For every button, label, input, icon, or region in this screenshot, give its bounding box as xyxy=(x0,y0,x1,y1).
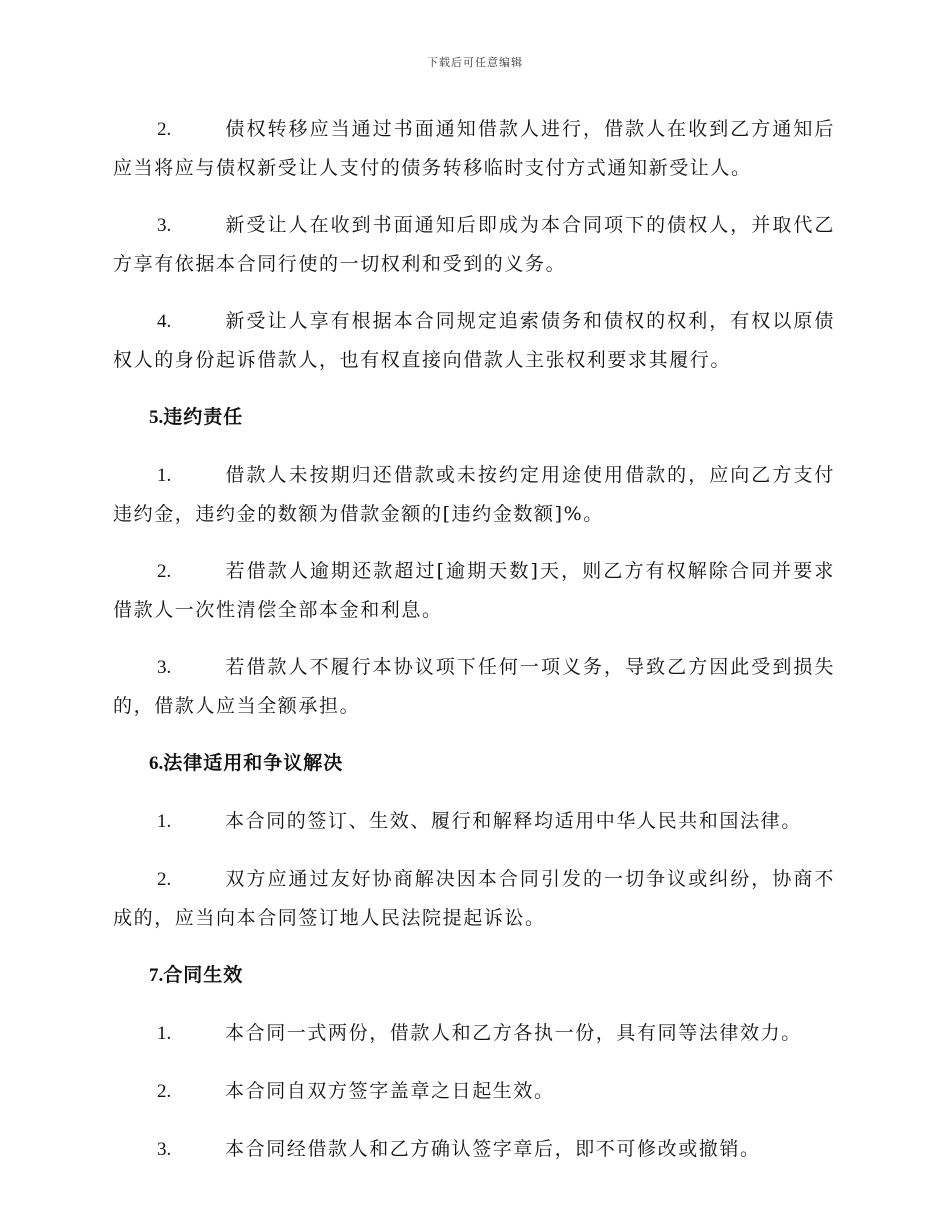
clause-1 xyxy=(113,802,835,841)
clause-2 xyxy=(113,860,835,937)
section-title: 法律适用和争议解决 xyxy=(163,752,344,774)
clause-text: 本合同一式两份，借款人和乙方各执一份，具有同等法律效力。 xyxy=(225,1022,802,1044)
clause-2 xyxy=(113,110,835,187)
clause-2 xyxy=(113,552,835,629)
section-title: 合同生效 xyxy=(163,964,244,986)
clause-4 xyxy=(113,302,835,379)
clause-number: 2. xyxy=(157,1081,172,1102)
document-body xyxy=(113,110,835,1188)
section-number: 7. xyxy=(149,965,164,986)
clause-text: 借款人未按期归还借款或未按约定用途使用借款的，应向乙方支付违约金，违约金的数额为借款金额的[违约金数额]%。 xyxy=(113,464,835,525)
clause-1 xyxy=(113,1014,835,1053)
clause-text: 双方应通过友好协商解决因本合同引发的一切争议或纠纷，协商不成的，应当向本合同签订地人民法院提起诉讼。 xyxy=(113,868,835,929)
clause-3 xyxy=(113,648,835,725)
clause-text: 本合同的签订、生效、履行和解释均适用中华人民共和国法律。 xyxy=(225,810,802,832)
clause-text: 新受让人享有根据本合同规定追索债务和债权的权利，有权以原债权人的身份起诉借款人，也有权直接向借款人主张权利要求其履行。 xyxy=(113,310,835,371)
clause-1 xyxy=(113,456,835,533)
clause-text: 若借款人逾期还款超过[逾期天数]天，则乙方有权解除合同并要求借款人一次性清偿全部本金和利息。 xyxy=(113,560,835,621)
clause-text: 新受让人在收到书面通知后即成为本合同项下的债权人，并取代乙方享有依据本合同行使的一切权利和受到的义务。 xyxy=(113,214,835,275)
clause-number: 2. xyxy=(157,119,172,140)
section-heading-effect xyxy=(113,956,835,995)
clause-number: 4. xyxy=(157,311,172,332)
page-header: 下载后可任意编辑 xyxy=(427,56,523,69)
clause-number: 3. xyxy=(157,1139,172,1160)
clause-number: 1. xyxy=(157,465,172,486)
clause-3 xyxy=(113,1130,835,1169)
section-heading-breach xyxy=(113,398,835,437)
clause-number: 3. xyxy=(157,215,172,236)
section-heading-law xyxy=(113,744,835,783)
clause-number: 2. xyxy=(157,561,172,582)
section-number: 6. xyxy=(149,753,164,774)
clause-text: 若借款人不履行本协议项下任何一项义务，导致乙方因此受到损失的，借款人应当全额承担。 xyxy=(113,656,835,717)
section-number: 5. xyxy=(149,407,164,428)
clause-number: 1. xyxy=(157,811,172,832)
section-title: 违约责任 xyxy=(163,406,244,428)
clause-text: 本合同自双方签字盖章之日起生效。 xyxy=(225,1080,555,1102)
clause-3 xyxy=(113,206,835,283)
clause-number: 2. xyxy=(157,869,172,890)
clause-number: 3. xyxy=(157,657,172,678)
clause-2 xyxy=(113,1072,835,1111)
clause-text: 债权转移应当通过书面通知借款人进行，借款人在收到乙方通知后应当将应与债权新受让人支付的债务转移临时支付方式通知新受让人。 xyxy=(113,118,835,179)
clause-number: 1. xyxy=(157,1023,172,1044)
clause-text: 本合同经借款人和乙方确认签字章后，即不可修改或撤销。 xyxy=(225,1138,761,1160)
